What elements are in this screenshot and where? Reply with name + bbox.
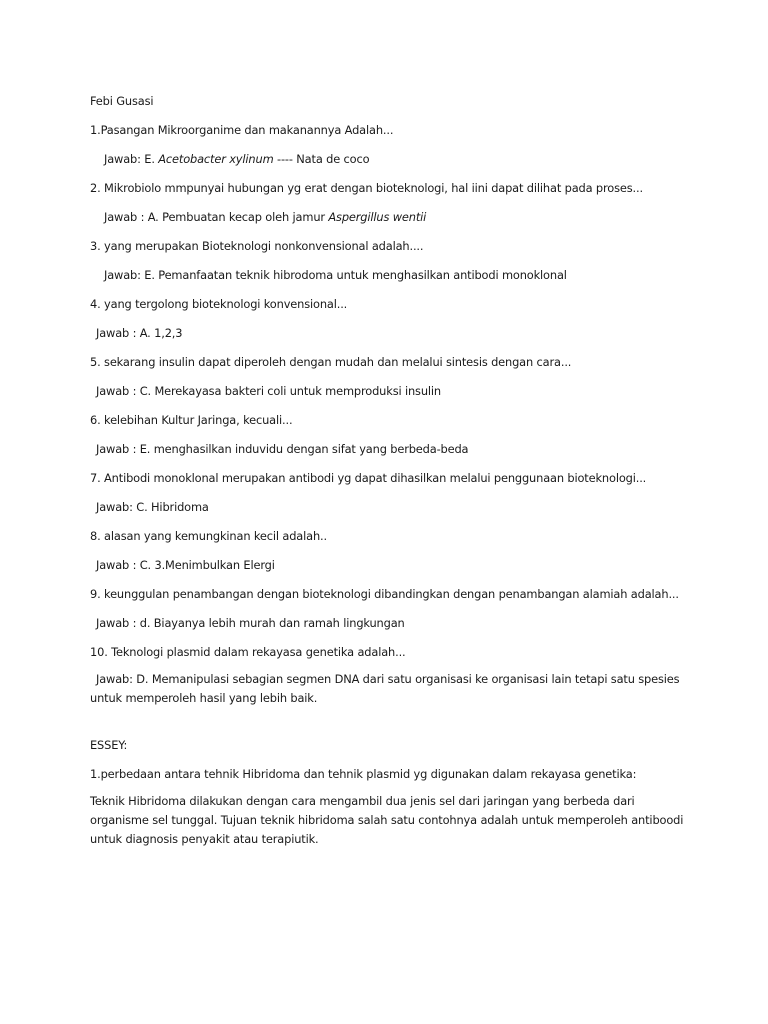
- answer-5: Jawab : C. Merekayasa bakteri coli untuk memproduksi insulin: [96, 384, 442, 398]
- question-7: 7. Antibodi monoklonal merupakan antibodi yg dapat dihasilkan melalui penggunaan bioteknologi...: [90, 471, 647, 485]
- question-10: 10. Teknologi plasmid dalam rekayasa genetika adalah...: [90, 645, 406, 659]
- author-name: Febi Gusasi: [90, 94, 154, 108]
- answer-1-prefix: Jawab: E.: [104, 152, 159, 166]
- answer-2-italic: Aspergillus wentii: [328, 210, 427, 224]
- answer-1: [90, 148, 690, 170]
- essay-heading: ESSEY:: [90, 738, 128, 752]
- answer-1-suffix: ---- Nata de coco: [273, 152, 370, 166]
- answer-8: Jawab : C. 3.Menimbulkan Elergi: [96, 558, 275, 572]
- question-3: 3. yang merupakan Bioteknologi nonkonvensional adalah....: [90, 239, 424, 253]
- question-8: 8. alasan yang kemungkinan kecil adalah..: [90, 529, 327, 543]
- question-9: 9. keunggulan penambangan dengan bioteknologi dibandingkan dengan penambangan alamiah adalah...: [90, 587, 679, 601]
- question-4: 4. yang tergolong bioteknologi konvensional...: [90, 297, 348, 311]
- answer-3: Jawab: E. Pemanfaatan teknik hibrodoma untuk menghasilkan antibodi monoklonal: [104, 268, 567, 282]
- answer-7: Jawab: C. Hibridoma: [96, 500, 209, 514]
- answer-4: Jawab : A. 1,2,3: [96, 326, 183, 340]
- answer-2-prefix: Jawab : A. Pembuatan kecap oleh jamur: [104, 210, 329, 224]
- answer-1-italic: Acetobacter xylinum: [158, 152, 274, 166]
- question-5: 5. sekarang insulin dapat diperoleh dengan mudah dan melalui sintesis dengan cara...: [90, 355, 572, 369]
- document-body: [90, 90, 690, 849]
- answer-6: Jawab : E. menghasilkan induvidu dengan sifat yang berbeda-beda: [96, 442, 469, 456]
- question-1: 1.Pasangan Mikroorganime dan makanannya Adalah...: [90, 123, 394, 137]
- section-spacer: [90, 708, 690, 734]
- essay-answer-1: Teknik Hibridoma dilakukan dengan cara mengambil dua jenis sel dari jaringan yang berbeda dari organisme sel tunggal. Tujuan teknik hibridoma salah satu contohnya adalah untuk memperoleh antiboodi untuk diagnosis penyakit atau terapiutik.: [90, 794, 684, 846]
- answer-9: Jawab : d. Biayanya lebih murah dan ramah lingkungan: [96, 616, 405, 630]
- answer-10: Jawab: D. Memanipulasi sebagian segmen DNA dari satu organisasi ke organisasi lain tetapi satu spesies untuk memperoleh hasil yang lebih baik.: [90, 672, 680, 705]
- answer-2: [90, 206, 690, 228]
- essay-question-1: 1.perbedaan antara tehnik Hibridoma dan tehnik plasmid yg digunakan dalam rekayasa genetika:: [90, 767, 637, 781]
- question-6: 6. kelebihan Kultur Jaringa, kecuali...: [90, 413, 293, 427]
- question-2: 2. Mikrobiolo mmpunyai hubungan yg erat dengan bioteknologi, hal iini dapat dilihat pada proses...: [90, 181, 643, 195]
